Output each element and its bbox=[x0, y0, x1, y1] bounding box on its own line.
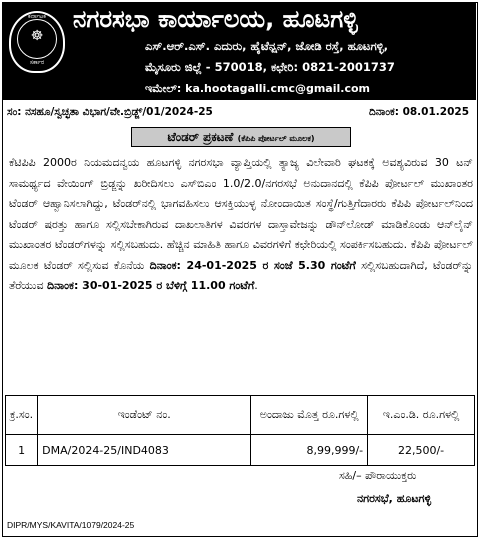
logo-bottom-text: ಸರ್ಕಾರ bbox=[29, 59, 45, 66]
column-header-serial: ಕ್ರ.ಸಂ. bbox=[6, 396, 38, 435]
signature-line-1: ಸಹಿ/– ಪೌರಾಯುಕ್ತರು bbox=[339, 469, 417, 482]
cell-indent-number: DMA/2024-25/IND4083 bbox=[38, 435, 251, 466]
emblem-icon: ☸ bbox=[30, 28, 44, 44]
cell-estimated-amount: 8,99,999/- bbox=[251, 435, 368, 466]
address-line-1: ಎಸ್.ಆರ್.ಎಸ್. ಎದುರು, ಹೈಟೆನ್ಷನ್, ಜೋಡಿ ರಸ್ತೆ, ಹೂಟಗಳ್ಳಿ, bbox=[145, 39, 389, 53]
column-header-indent: ಇಂಡೆಂಟ್ ನಂ. bbox=[38, 396, 251, 435]
notice-title-box bbox=[131, 127, 351, 147]
reference-line bbox=[7, 104, 475, 122]
notice-title: ಟೆಂಡರ್ ಪ್ರಕಟಣೆ bbox=[167, 130, 234, 144]
signature-line-2: ನಗರಸಭೆ, ಹೂಟಗಳ್ಳಿ bbox=[357, 492, 432, 505]
body-text-part-1: ಕೆಟಿಪಿಪಿ 2000ರ ನಿಯಮದನ್ವಯ ಹೂಟಗಳ್ಳಿ ನಗರಸಭಾ ವ್ಯಾಪ್ತಿಯಲ್ಲಿ ತ್ಯಾಜ್ಯ ವಿಲೇವಾರಿ ಘಟಕಕ್ಕೆ ಅವಶ್ಯವಿರುವ 30 ಟನ್ ಸಾಮರ್ಥ್ಯದ ವೇಯಿಂಗ್ ಬ್ರಿಡ್ಜನ್ನು ಖರೀದಿಸಲು ಎಸ್‌ಬಿಎಂ 1.0/2.0/ನಗರಸಭೆ ಅನುದಾನದಲ್ಲಿ ಕೆಪಿಪಿ ಪೋರ್ಟಲ್ ಮುಖಾಂತರ ಟೆಂಡರ್ ಆಹ್ವಾನಿಸಲಾಗಿದ್ದು, ಟೆಂಡರ್‌ನಲ್ಲಿ ಭಾಗವಹಿಸಲು ಆಸಕ್ತಿಯುಳ್ಳ ನೋಂದಾಯಿತ ಸಂಸ್ಥೆ/ಗುತ್ತಿಗೆದಾರರು ಕೆಪಿಪಿ ಪೋರ್ಟಲ್‌ನಿಂದ ಟೆಂಡರ್ ಷರತ್ತು ಹಾಗೂ ಸಲ್ಲಿಸಬೇಕಾಗಿರುವ ದಾಖಲಾತಿಗಳ ವಿವರಗಳ ದಾಸ್ತಾವೇಜನ್ನು ಡೌನ್‌ಲೋಡ್ ಮಾಡಿಕೊಂಡು ಆನ್‌ಲೈನ್ ಮುಖಾಂತರ ಟೆಂಡರ್‌ಗಳನ್ನು ಸಲ್ಲಿಸಬಹುದು. ಹೆಚ್ಚಿನ ಮಾಹಿತಿ ಹಾಗೂ ವಿವರಗಳಿಗೆ ಕಛೇರಿಯಲ್ಲಿ ಸಂಪರ್ಕಿಸಬಹುದು. ಕೆಪಿಪಿ ಪೋರ್ಟಲ್ ಮೂಲಕ ಟೆಂಡರ್ ಸಲ್ಲಿಸುವ ಕೊನೆಯ bbox=[9, 156, 473, 272]
tender-notice-document bbox=[2, 2, 478, 537]
last-date-label: ದಿನಾಂಕ: 24-01-2025 ರ ಸಂಜೆ 5.30 ಗಂಟೆಗೆ bbox=[149, 258, 356, 272]
table-row bbox=[6, 435, 475, 466]
logo-top-text: ಕರ್ನಾಟಕ bbox=[28, 13, 46, 20]
office-name: ನಗರಸಭಾ ಕಾರ್ಯಾಲಯ, ಹೂಟಗಳ್ಳಿ bbox=[73, 5, 358, 33]
letterhead-header bbox=[3, 3, 476, 100]
tender-details-table bbox=[5, 395, 475, 466]
column-header-emd: ಇ.ಎಂ.ಡಿ. ರೂ.ಗಳಲ್ಲಿ bbox=[368, 396, 475, 435]
body-text-part-2: ಸಲ್ಲಿಸಬಹುದಾಗಿದೆ, ಟೆಂಡರ್‌ನ್ನು ತೆರೆಯುವ bbox=[9, 258, 473, 292]
notice-date: ದಿನಾಂಕ: 08.01.2025 bbox=[369, 106, 469, 118]
cell-serial: 1 bbox=[6, 435, 38, 466]
notice-title-subtitle: (ಕೆಪಿಪಿ ಪೋರ್ಟಲ್ ಮೂಲಕ) bbox=[237, 134, 315, 143]
column-header-estimated-amount: ಅಂದಾಜು ಮೊತ್ತ ರೂ.ಗಳಲ್ಲಿ bbox=[251, 396, 368, 435]
government-emblem-logo bbox=[9, 11, 65, 73]
notice-body bbox=[9, 153, 473, 297]
reference-number: ಸಂ: ನಸಹೂ/ಸ್ವಚ್ಛತಾ ವಿಭಾಗ/ವೇ.ಬ್ರಿಡ್ಜ್/01/2024-25 bbox=[7, 106, 213, 118]
table-header-row bbox=[6, 396, 475, 435]
body-text-part-3: . bbox=[254, 279, 258, 292]
dipr-code: DIPR/MYS/KAVITA/1079/2024-25 bbox=[7, 520, 135, 530]
cell-emd-amount: 22,500/- bbox=[368, 435, 475, 466]
email-line: ಇಮೇಲ್: ka.hootagalli.cmc@gmail.com bbox=[145, 82, 370, 95]
opening-date-label: ದಿನಾಂಕ: 30-01-2025 ರ ಬೆಳಿಗ್ಗೆ 11.00 ಗಂಟೆಗೆ bbox=[47, 279, 255, 292]
address-line-2: ಮೈಸೂರು ಜಿಲ್ಲೆ - 570018, ಕಛೇರಿ: 0821-2001737 bbox=[145, 60, 395, 74]
